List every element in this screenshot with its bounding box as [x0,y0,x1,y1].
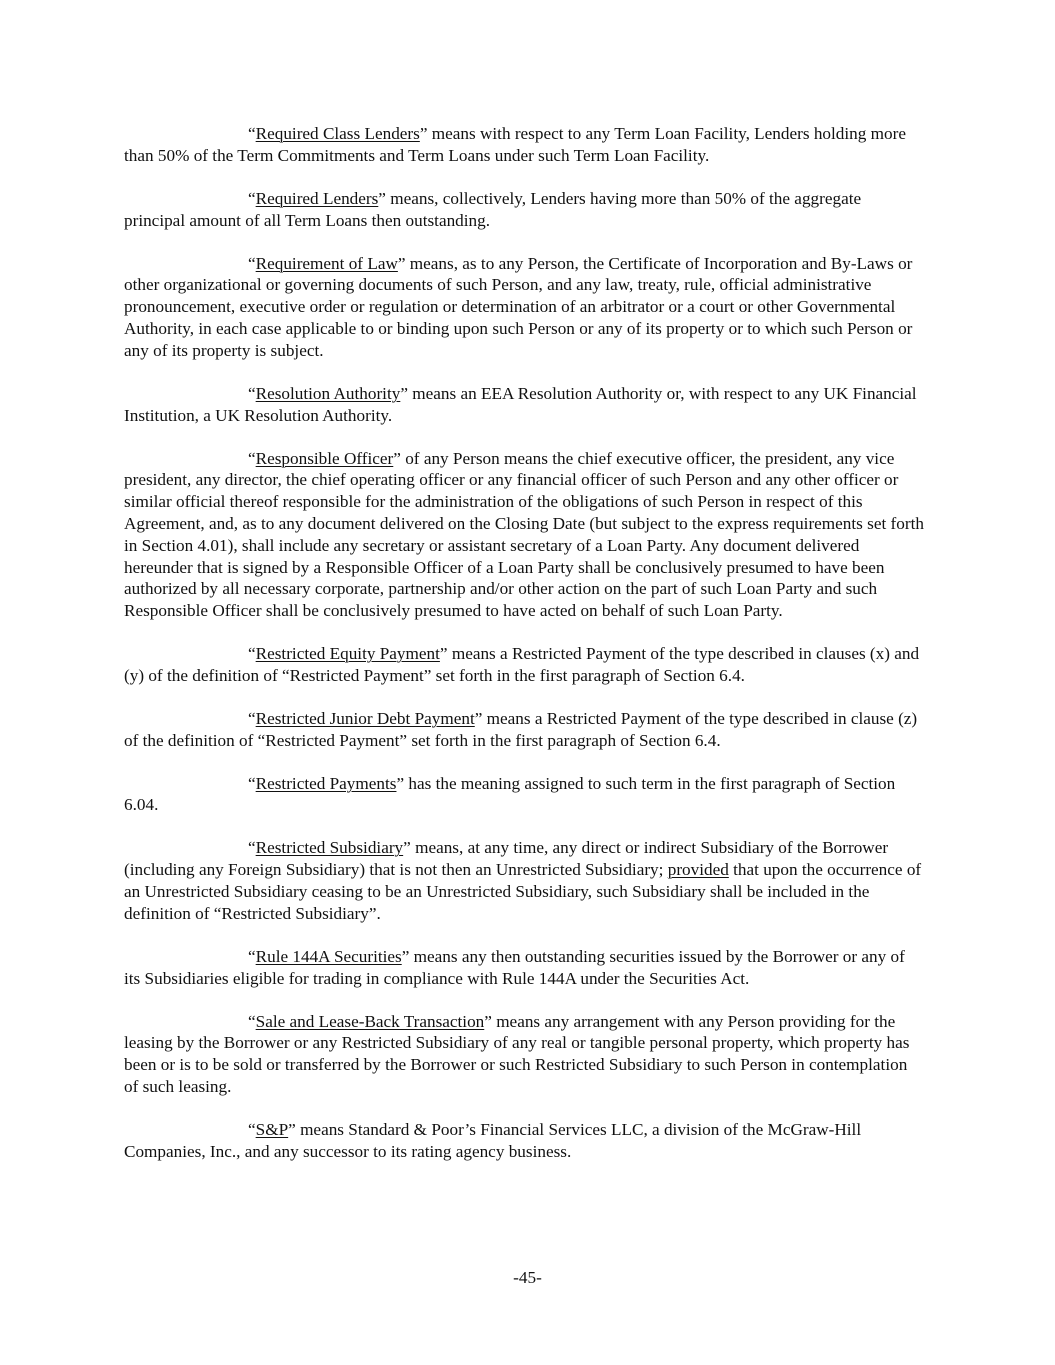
definition-text-continued: that upon the occurrence of an Unrestricted Subsidiary ceasing to be an Unrestricted Subsidiary, such Subsidiary shall be included in the definition of “Restricted Subsidiary”. [124,860,922,923]
defined-term: S&P [255,1119,289,1139]
definition-text: ” of any Person means the chief executive officer, the president, any vice president, any director, the chief operating officer or any financial officer of such Person and any other officer or similar official thereof responsible for the administration of the obligations of such Person in respect of this Agreement, and, as to any document delivered on the Closing Date (but subject to the express requirements set forth in Section 4.01), shall include any secretary or assistant secretary of a Loan Party. Any document delivered hereunder that is signed by a Responsible Officer of a Loan Party shall be conclusively presumed to have been authorized by all necessary corporate, partnership and/or other action on the part of such Loan Party and such Responsible Officer shall be conclusively presumed to have acted on behalf of such Loan Party. [124,448,924,621]
definition-text: ” means an EEA Resolution Authority or, with respect to any UK Financial Institution, a UK Resolution Authority. [124,383,917,425]
definition-text: ” has the meaning assigned to such term in the first paragraph of Section 6.04. [124,773,896,815]
definition-restricted-junior-debt-payment [124,708,924,752]
definition-text: ” means Standard & Poor’s Financial Services LLC, a division of the McGraw-Hill Companies, Inc., and any successor to its rating agency business. [124,1119,862,1161]
definition-text: ” means, collectively, Lenders having more than 50% of the aggregate principal amount of all Term Loans then outstanding. [124,188,862,230]
open-quote: “ [248,708,256,728]
open-quote: “ [248,124,256,143]
defined-term: Restricted Equity Payment [255,644,440,664]
definition-required-lenders [124,188,924,232]
defined-term: Restricted Subsidiary [255,838,404,858]
definition-text: ” means any arrangement with any Person providing for the leasing by the Borrower or any Restricted Subsidiary of any real or tangible personal property, which property has been or is to be sold or transferred by the Borrower or such Restricted Subsidiary to such Person in contemplation of such leasing. [124,1011,910,1096]
defined-term: Resolution Authority [255,383,401,403]
definition-text: ” means a Restricted Payment of the type described in clauses (x) and (y) of the definition of “Restricted Payment” set forth in the first paragraph of Section 6.4. [124,644,920,685]
definitions-body [124,123,924,1184]
open-quote: “ [248,383,256,403]
definition-required-class-lenders [124,123,924,167]
definition-restricted-payments [124,773,924,817]
open-quote: “ [248,1119,256,1139]
page-number: -45- [513,1268,542,1287]
definition-text: ” means, at any time, any direct or indirect Subsidiary of the Borrower (including any Foreign Subsidiary) that is not then an Unrestricted Subsidiary; [124,838,889,880]
definition-text: ” means with respect to any Term Loan Facility, Lenders holding more than 50% of the Term Commitments and Term Loans under such Term Loan Facility. [124,124,906,165]
definition-resolution-authority [124,383,924,427]
open-quote: “ [248,188,256,208]
defined-term: Restricted Junior Debt Payment [255,708,475,728]
open-quote: “ [248,644,256,664]
defined-term: Responsible Officer [255,448,394,468]
open-quote: “ [248,448,256,468]
defined-term: Sale and Lease-Back Transaction [255,1011,485,1031]
open-quote: “ [248,253,256,273]
open-quote: “ [248,1011,256,1031]
defined-term: Requirement of Law [255,253,398,273]
defined-term: Required Lenders [255,188,379,208]
definition-text: ” means a Restricted Payment of the type described in clause (z) of the definition of “Restricted Payment” set forth in the first paragraph of Section 6.4. [124,708,918,750]
definition-text: ” means any then outstanding securities issued by the Borrower or any of its Subsidiaries eligible for trading in compliance with Rule 144A under the Securities Act. [124,946,905,988]
definition-requirement-of-law [124,253,924,362]
definition-s-and-p [124,1119,924,1163]
definition-restricted-subsidiary [124,837,924,924]
defined-term: Restricted Payments [255,773,397,793]
provided-word: provided [667,860,729,880]
definition-responsible-officer [124,448,924,622]
open-quote: “ [248,946,256,966]
open-quote: “ [248,773,256,793]
definition-restricted-equity-payment [124,643,924,687]
defined-term: Required Class Lenders [255,124,420,143]
open-quote: “ [248,838,256,858]
definition-sale-and-lease-back-transaction [124,1011,924,1098]
defined-term: Rule 144A Securities [255,946,402,966]
definition-text: ” means, as to any Person, the Certificate of Incorporation and By-Laws or other organizational or governing documents of such Person, and any law, treaty, rule, official administrative pronouncement, executive order or regulation or determination of an arbitrator or a court or other Governmental Authority, in each case applicable to or binding upon such Person or any of its property or to which such Person or any of its property is subject. [124,253,913,360]
definition-rule-144a-securities [124,946,924,990]
